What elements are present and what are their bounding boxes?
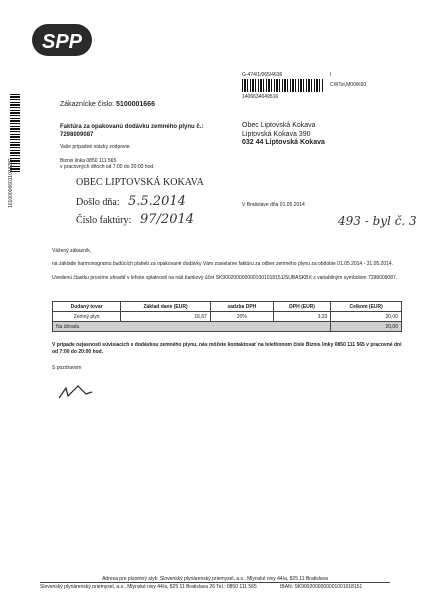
recipient-address [242, 122, 325, 148]
closing-para: V prípade nejasností súvisiacich s dodávkou zemného plynu, nás môžete kontaktovať na telefónnom čísle Biznis linky 0850 111 565 v pracovné dni od 7:00 do 20:00 hod. [52, 342, 402, 355]
col-header: Celkom (EUR) [331, 302, 402, 312]
recipient-name: Obec Liptovská Kokava [242, 122, 316, 129]
invoice-title-line2: 7298009087 [60, 131, 94, 138]
table-header [53, 302, 402, 312]
footer-line3: IBAN: SK9002000000001001018151 [280, 584, 363, 590]
invoice-title-line1: Faktúra za opakovanú dodávku zemného plynu č.: [60, 124, 204, 130]
invoice-table [52, 301, 402, 332]
invoice-title [60, 124, 230, 139]
received-stamp [76, 177, 216, 227]
date-line: V Bratislave dňa 01.05.2014 [242, 202, 305, 208]
customer-number-label: Zákaznícke číslo: [60, 101, 115, 108]
customer-number-value: 5100001666 [116, 101, 155, 108]
recipient-street: Liptovská Kokava 390 [242, 130, 311, 138]
col-header: Základ dane (EUR) [121, 302, 211, 312]
stamp-received-label: Došlo dňa: [76, 197, 120, 208]
logo-text: SPP [41, 31, 83, 53]
footer-value: 20,00 [331, 322, 402, 332]
recipient-city: 032 44 Liptovská Kokava [242, 139, 325, 146]
footer-label: Na úhradu [53, 322, 331, 332]
col-header: DPH (EUR) [273, 302, 331, 312]
cell: 16,67 [121, 312, 211, 322]
stamp-org: OBEC LIPTOVSKÁ KOKAVA [76, 177, 204, 188]
stamp-invoice-value: 97/2014 [140, 212, 195, 227]
handwritten-note: 493 - byl č. 3 [338, 214, 417, 228]
cell: 20% [210, 312, 273, 322]
ref-code: G-474/1/065/4636 [242, 72, 283, 78]
contact-line1: Biznis linka 0850 111 565 [60, 158, 117, 164]
barcode [242, 79, 324, 92]
cell: 20,00 [331, 312, 402, 322]
stamp-invoice-label: Číslo faktúry: [76, 215, 132, 226]
side-barcode-number: 101000066011013287 [8, 158, 14, 208]
right-code: CWTst,M00/K60 [330, 82, 367, 88]
spp-logo [30, 20, 94, 60]
contact-line2: v pracovných dňoch od 7:00 do 20:00 hod. [60, 164, 155, 170]
barcode-number: 1406634049516 [242, 94, 279, 100]
ref-mark: I [330, 72, 332, 78]
stamp-received-value: 5.5.2014 [128, 194, 186, 209]
body-para2: Uvedenú čiastku prosíme uhradiť v lehote splatnosti na náš bankový účet SK9002000000001001018151/SUBASKBX s variabilným symbolom 7298009087. [52, 275, 398, 281]
greeting: Vážený zákazník, [52, 248, 92, 254]
footer-line1: Adresa pre písomný styk: Slovenský plynárenský priemysel, a.s., Mlynské nivy 44/a, 825 11 Bratislava [102, 576, 328, 582]
col-header: sadzba DPH [210, 302, 273, 312]
closing-regards: S pozdravom [52, 365, 82, 371]
footer-line2: Slovenský plynárenský priemysel, a.s., Mlynské nivy 44/a, 825 11 Bratislava 26 Tel.: 0850 111 565 [40, 584, 257, 590]
body-para1: na základe harmonogramu budúcich platieb za opakované dodávky Vám zasielame faktúru za odber zemného plynu za obdobie 01.05.2014 - 31.05.2014. [52, 261, 394, 267]
col-header: Dodaný tovar [53, 302, 121, 312]
cell: 3,33 [273, 312, 331, 322]
contact-question: Vaše prípadné otázky zodpovie: [60, 144, 131, 150]
footer-divider [40, 582, 390, 583]
table-footer-row [53, 322, 402, 332]
customer-number [60, 101, 155, 110]
cell: Zemný plyn [53, 312, 121, 322]
table-row [53, 312, 402, 322]
signature [56, 380, 96, 402]
